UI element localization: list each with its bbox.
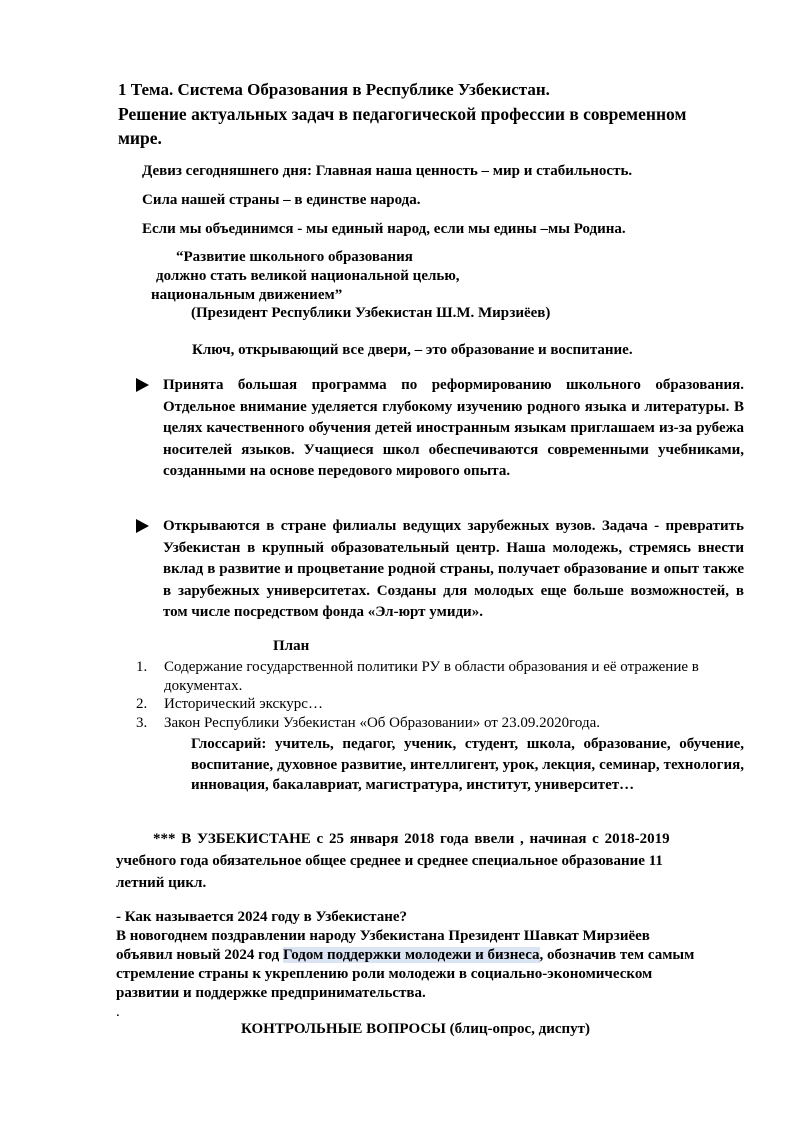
triangle-right-icon [136,519,149,533]
answer-line-1: В новогоднем поздравлении народу Узбекистана Президент Шавкат Мирзиёев [116,928,650,944]
plan-item [136,695,748,714]
question: - Как называется 2024 году в Узбекистане? [116,909,408,925]
key-sentence: Ключ, открывающий все двери, – это образование и воспитание. [192,342,633,358]
stray-dot: . [116,1004,120,1020]
plan-heading: План [273,638,310,654]
title-line-3: мире. [118,128,162,148]
plan-item [136,714,748,733]
answer-line-4: развитии и поддержке предпринимательства. [116,985,426,1001]
answer-line-3: стремление страны к укреплению роли молодежи в социально-экономическом [116,966,653,982]
plan-item [136,658,748,695]
answer-line-2-prefix: объявил новый 2024 год [116,947,283,963]
plan-item-number: 3. [136,714,148,731]
triangle-right-icon [136,378,149,392]
plan-list [136,658,748,732]
glossary: Глоссарий: учитель, педагог, ученик, студент, школа, образование, обучение, воспитание, духовное развитие, интеллигент, урок, лекция, семинар, технология, инновация, бакалавриат, магистратура, институт, университет… [191,736,744,794]
plan-item-text: Исторический экскурс… [164,696,323,712]
motto-line-1: Девиз сегодняшнего дня: Главная наша ценность – мир и стабильность. [142,163,633,179]
quote-author: (Президент Республики Узбекистан Ш.М. Мирзиёев) [191,305,551,321]
highlighted-text: Годом поддержки молодежи и бизнеса [282,947,540,963]
note-line-2: учебного года обязательное общее среднее и среднее специальное образование 11 [116,853,663,869]
quote-line-2: должно стать великой национальной целью, [156,268,460,284]
plan-item-number: 2. [136,696,148,712]
bullet-text-2: Открываются в стране филиалы ведущих зарубежных вузов. Задача - превратить Узбекистан в крупный образовательный центр. Наша молодежь, стремясь внести вклад в развитие и процветание родной страны, получает образование и опыт также в зарубежных университетах. Созданы для молодых еще больше возможностей, в том числе посредством фонда «Эл-юрт умиди». [163,518,744,621]
title-line-1: 1 Тема. Система Образования в Республике Узбекистан. [118,80,550,99]
title-line-2: Решение актуальных задач в педагогической профессии в современном [118,104,687,124]
plan-item-number: 1. [136,659,148,675]
quote-line-1: “Развитие школьного образования [176,249,413,265]
note-line-3: летний цикл. [116,875,207,891]
bullet-text-1: Принята большая программа по реформированию школьного образования. Отдельное внимание уделяется глубокому изучению родного языка и литературы. В целях качественного обучения детей иностранным языкам приглашаем из-за рубежа носителей языков. Учащиеся школ обеспечиваются современными учебниками, созданными на основе передового мирового опыта. [163,377,744,480]
note-line-1: *** В УЗБЕКИСТАНЕ с 25 января 2018 года ввели , начиная с 2018-2019 [153,831,670,847]
answer-line-2 [116,945,694,965]
bullet-item-1 [136,375,744,505]
motto-line-3: Если мы объединимся - мы единый народ, если мы едины –мы Родина. [142,221,626,237]
quote-line-3: национальным движением” [151,287,343,303]
plan-item-text: Закон Республики Узбекистан «Об Образовании» от 23.09.2020года. [164,714,600,731]
answer-line-2-suffix: , обозначив тем самым [539,947,695,963]
motto-line-2: Сила нашей страны – в единстве народа. [142,192,421,208]
control-questions-heading: КОНТРОЛЬНЫЕ ВОПРОСЫ (блиц-опрос, диспут) [241,1021,591,1037]
plan-item-text: Содержание государственной политики РУ в области образования и её отражение в документах. [164,659,699,694]
bullet-item-2 [136,516,744,626]
page-title [118,78,758,150]
